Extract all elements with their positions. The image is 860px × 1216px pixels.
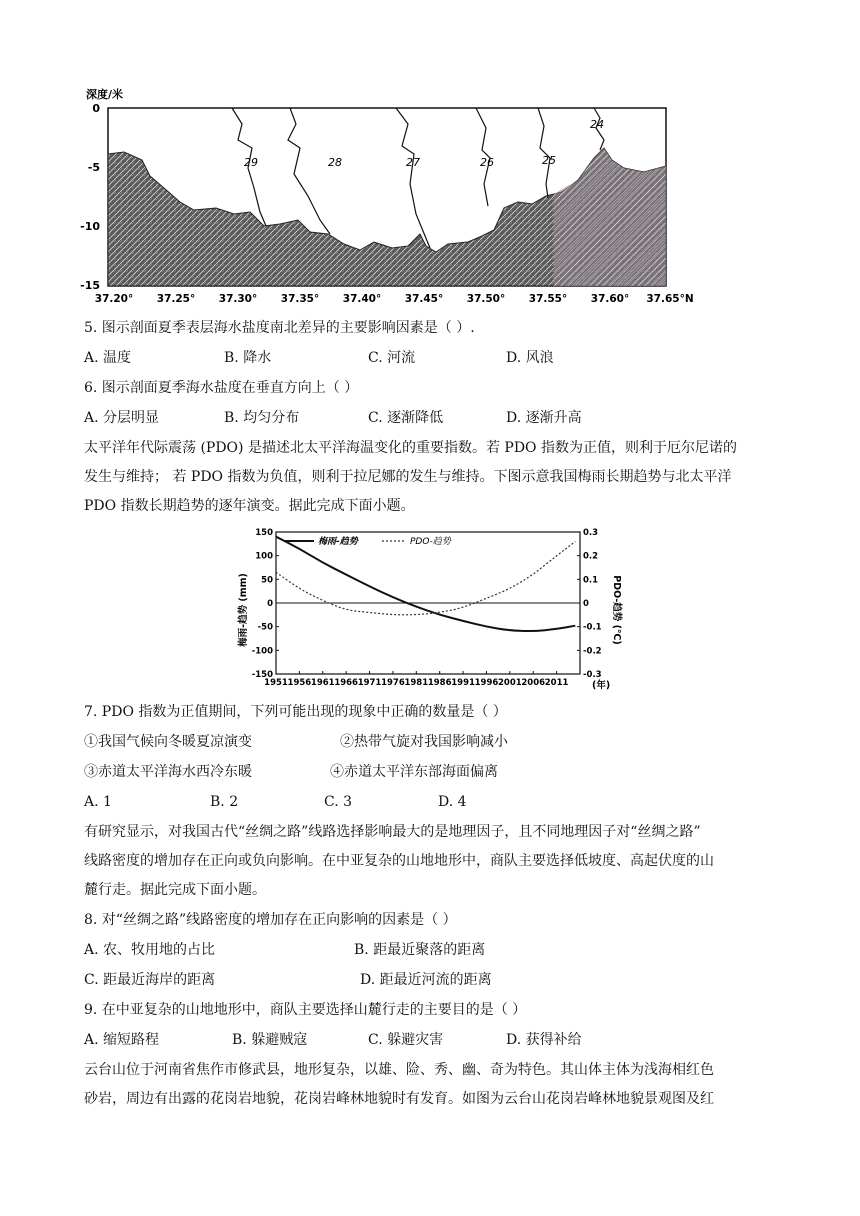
q7-stem: 7. PDO 指数为正值期间，下列可能出现的现象中正确的数量是（ ）	[84, 704, 507, 720]
section-ylabel: 深度/米	[86, 88, 124, 101]
section-x-tick: 37.50°	[466, 293, 506, 305]
isohaline-label: 28	[328, 156, 342, 169]
chart-y2-tick-label: -0.2	[583, 646, 602, 657]
chart-legend	[284, 536, 452, 547]
chart-y-tick-label: 0	[267, 599, 273, 609]
q5-option-d[interactable]: D. 风浪	[506, 350, 554, 366]
section-x-tick: 37.35°	[280, 293, 320, 305]
q9-option-c[interactable]: C. 躲避灾害	[368, 1032, 444, 1048]
chart-y-tick-label: 50	[261, 575, 273, 586]
chart-y2-tick-label: -0.1	[583, 622, 602, 633]
q5-option-a[interactable]: A. 温度	[84, 350, 132, 366]
section-y-ticks	[80, 102, 100, 292]
section-y-tick: -10	[80, 220, 100, 233]
chart-x-tick-label: 1971	[357, 678, 382, 688]
meiyu-pdo-chart	[236, 524, 622, 692]
pdo-intro-line: 太平洋年代际震荡 (PDO) 是描述北太平洋海温变化的重要指数。若 PDO 指数为正值，则利于厄尔尼诺的	[84, 440, 737, 456]
chart-x-tick-label: 1951	[264, 678, 288, 688]
pdo-intro-line: PDO 指数长期趋势的逐年演变。据此完成下面小题。	[84, 498, 415, 514]
q7-option-d[interactable]: D. 4	[438, 794, 467, 810]
chart-ylabel: 梅雨-趋势 (mm)	[238, 573, 249, 647]
chart-y2-tick-label: 0.3	[583, 528, 599, 538]
q7-item-3: ③赤道太平洋海水西冷东暖	[84, 764, 252, 780]
q7-option-a[interactable]: A. 1	[84, 794, 112, 810]
q9-option-a[interactable]: A. 缩短路程	[84, 1032, 160, 1048]
chart-series	[276, 537, 575, 631]
q8-option-d[interactable]: D. 距最近河流的距离	[360, 972, 492, 988]
q5-option-c[interactable]: C. 河流	[368, 350, 416, 366]
q7-item-4: ④赤道太平洋东部海面偏离	[330, 764, 498, 780]
chart-y-ticks	[252, 528, 279, 680]
chart-xlabel: (年)	[592, 680, 611, 691]
q7-item-2: ②热带气旋对我国影响减小	[340, 734, 508, 750]
q6-stem: 6. 图示剖面夏季海水盐度在垂直方向上（ ）	[84, 380, 359, 396]
isohaline-label: 29	[244, 156, 258, 169]
q6-option-c[interactable]: C. 逐渐降低	[368, 410, 444, 426]
meiyu-trend-line	[276, 537, 575, 631]
chart-plot-area	[276, 532, 580, 674]
q7-option-c[interactable]: C. 3	[324, 794, 353, 810]
section-x-tick: 37.45°	[404, 293, 444, 305]
salinity-section-figure	[80, 84, 704, 306]
isohaline-label: 24	[590, 118, 604, 131]
chart-y-tick-label: -150	[251, 670, 273, 680]
q8-option-a[interactable]: A. 农、牧用地的占比	[84, 942, 216, 958]
q7-option-b[interactable]: B. 2	[210, 794, 239, 810]
q6-option-a[interactable]: A. 分层明显	[84, 410, 160, 426]
chart-y-tick-label: -50	[257, 622, 273, 633]
q5-stem: 5. 图示剖面夏季表层海水盐度南北差异的主要影响因素是（ ）.	[84, 320, 475, 336]
chart-x-tick-label: 2006	[521, 678, 546, 688]
pdo-trend-line	[276, 542, 575, 615]
silk-intro-line: 线路密度的增加存在正向或负向影响。在中亚复杂的山地地形中，商队主要选择低坡度、高起伏度的山	[84, 853, 714, 869]
yuntai-intro-line: 砂岩，周边有出露的花岗岩地貌，花岗岩峰林地貌时有发育。如图为云台山花岗岩峰林地貌景观图及红	[84, 1091, 714, 1107]
chart-y-tick-label: 100	[255, 551, 273, 562]
q5-option-b[interactable]: B. 降水	[224, 350, 272, 366]
chart-x-tick-label: 1961	[310, 678, 335, 688]
isohaline-label: 25	[542, 154, 556, 167]
section-x-tick: 37.25°	[156, 293, 196, 305]
chart-y-tick-label: 150	[255, 528, 273, 538]
q9-stem: 9. 在中亚复杂的山地地形中，商队主要选择山麓行走的主要目的是（ ）	[84, 1002, 527, 1018]
chart-x-tick-label: 1996	[474, 678, 499, 688]
section-y-tick: 0	[92, 102, 100, 115]
chart-x-tick-label: 2001	[498, 678, 522, 688]
section-x-tick: 37.40°	[342, 293, 382, 305]
section-y-tick: -15	[80, 279, 100, 292]
q8-option-c[interactable]: C. 距最近海岸的距离	[84, 972, 216, 988]
isohaline-label: 26	[480, 156, 494, 169]
q7-item-1: ①我国气候向冬暖夏凉演变	[84, 734, 252, 750]
section-x-tick: 37.60°	[590, 293, 630, 305]
chart-x-tick-label: 1956	[287, 678, 312, 688]
chart-y2-tick-label: 0.2	[583, 551, 599, 562]
chart-x-tick-label: 1976	[381, 678, 405, 688]
chart-x-tick-label: 2011	[544, 678, 569, 688]
q6-option-d[interactable]: D. 逐渐升高	[506, 410, 582, 426]
chart-y2-tick-label: 0.1	[583, 575, 599, 586]
chart-x-tick-label: 1986	[427, 678, 452, 688]
chart-y-tick-label: -100	[251, 646, 273, 657]
silk-intro-line: 有研究显示，对我国古代“丝绸之路”线路选择影响最大的是地理因子，且不同地理因子对“丝绸之路”	[84, 824, 701, 840]
chart-y2-tick-label: -0.3	[583, 670, 602, 680]
chart-x-tick-label: 1981	[404, 678, 429, 688]
section-plot	[108, 108, 666, 286]
chart-y2-tick-label: 0	[583, 599, 589, 609]
q8-stem: 8. 对“丝绸之路”线路密度的增加存在正向影响的因素是（ ）	[84, 912, 457, 928]
chart-x-tick-label: 1991	[451, 678, 475, 688]
legend-pdo-label: PDO-趋势	[410, 537, 451, 547]
silk-intro-line: 麓行走。据此完成下面小题。	[84, 882, 266, 898]
chart-y2label: PDO-趋势 (℃)	[611, 575, 622, 645]
section-x-tick: 37.55°	[528, 293, 568, 305]
section-x-tick: 37.30°	[218, 293, 258, 305]
q6-option-b[interactable]: B. 均匀分布	[224, 410, 300, 426]
section-x-tick: 37.20°	[94, 293, 134, 305]
q9-option-d[interactable]: D. 获得补给	[506, 1032, 582, 1048]
chart-y2-ticks	[577, 528, 602, 680]
section-x-tick: 37.65°N	[646, 293, 694, 305]
pdo-intro-line: 发生与维持； 若 PDO 指数为负值，则利于拉尼娜的发生与维持。下图示意我国梅雨长期趋势与北太平洋	[84, 469, 732, 485]
isohaline-label: 27	[406, 156, 420, 169]
q8-option-b[interactable]: B. 距最近聚落的距离	[354, 942, 486, 958]
section-x-ticks	[95, 293, 694, 305]
chart-x-tick-label: 1966	[334, 678, 358, 688]
section-y-tick: -5	[87, 161, 100, 174]
yuntai-intro-line: 云台山位于河南省焦作市修武县，地形复杂，以雄、险、秀、幽、奇为特色。其山体主体为浅海相红色	[84, 1062, 714, 1078]
q9-option-b[interactable]: B. 躲避贼寇	[232, 1032, 308, 1048]
legend-meiyu-label: 梅雨-趋势	[318, 537, 358, 547]
